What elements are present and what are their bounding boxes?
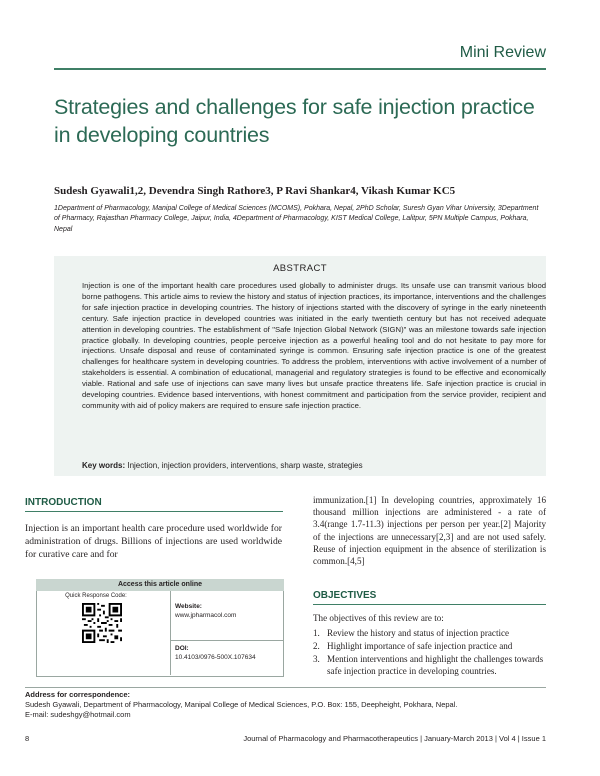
correspondence-heading: Address for correspondence: (25, 690, 131, 699)
qr-code-label: Quick Response Code: (65, 593, 127, 599)
affiliations: 1Department of Pharmacology, Manipal College of Medical Sciences (MCOMS), Pokhara, Nepal, 2PhD Scholar, Suresh Gyan Vihar University, 3Department of Pharmacy, Rajasthan Pharmacy College, Jaipur, India, 4Department of Pharmacology, KIST Medical College, Lalitpur, 5PN Multiple Campus, Pokhara, Nepal (54, 205, 539, 233)
objective-text: Highlight importance of safe injection practice and (327, 641, 513, 651)
keywords-list: Injection, injection providers, interventions, sharp waste, strategies (127, 461, 363, 470)
abstract-text: Injection is one of the important health care procedures used globally to administer drugs. Its unsafe use can transmit various blood borne pathogens. This article aims to review the history and status of injection practices, its importance, interventions and the challenges for safe injection practice in developing countries. The history of injections started with the discovery of syringe in the early nineteenth century. Safe injection practice in developed countries was initiated in the early twentieth century but has not received adequate attention in developing countries. The establishment of "Safe Injection Global Network (SIGN)" was an milestone towards safe injection practice globally. In developing countries, people perceive injection as a powerful healing tool and do not hesitate to pay more for injections. Unsafe disposal and reuse of contaminated syringe is common. Ensuring safe injection practice is one of the greatest challenges for healthcare system in developing countries. To address the problem, interventions with active involvement of a number of stakeholders is essential. A combination of educational, managerial and regulatory strategies is found to be effective and economically viable. Rational and safe use of injections can save many lives but unsafe practice threatens life. Safe injection practice is crucial in developing countries. Evidence based interventions, with honest commitment and participation from the service provider, recipient and community with aid of policy makers are required to ensure safe injection practice. (82, 281, 546, 410)
doi-rule (171, 640, 283, 641)
page-number: 8 (25, 734, 30, 743)
objective-item (313, 653, 546, 677)
keywords (82, 461, 546, 470)
doi-value: 10.4103/0976-500X.107634 (175, 654, 256, 661)
objectives-heading: OBJECTIVES (313, 590, 377, 601)
access-box-header: Access this article online (36, 579, 284, 591)
objective-number: 2. (313, 641, 320, 651)
journal-reference: Journal of Pharmacology and Pharmacotherapeutics | January-March 2013 | Vol 4 | Issue 1 (243, 734, 546, 743)
website-label: Website: (175, 603, 202, 610)
section-type-label: Mini Review (459, 44, 546, 61)
objective-number: 1. (313, 628, 320, 638)
introduction-continued-text: immunization.[1] In developing countries, approximately 16 thousand million injections are administered - a rate of 3.4(range 1.7-11.3) injections per person per year.[2] Majority of the injections are unnecessary[2,3] and are not used safely. Reuse of injection equipment in the absence of sterilization is common.[4,5] (313, 495, 546, 567)
website-link[interactable]: www.jpharmacol.com (175, 612, 237, 619)
correspondence-email[interactable]: E-mail: sudeshgy@hotmail.com (25, 710, 131, 719)
objective-item (313, 627, 546, 639)
objective-number: 3. (313, 654, 320, 664)
introduction-heading: INTRODUCTION (25, 497, 102, 508)
access-box-divider (170, 591, 171, 675)
qr-code (82, 603, 122, 643)
footer-rule (25, 687, 546, 688)
header-rule (54, 68, 546, 70)
objective-item (313, 640, 546, 652)
objective-text: Mention interventions and highlight the challenges towards safe injection practice in developing countries. (327, 654, 544, 676)
objectives-rule (313, 604, 546, 605)
introduction-text: Injection is an important health care procedure used worldwide for administration of drugs. Billions of injections are used worldwide for curative care and for (25, 523, 282, 561)
author-list: Sudesh Gyawali1,2, Devendra Singh Rathore3, P Ravi Shankar4, Vikash Kumar KC5 (54, 185, 456, 197)
introduction-rule (25, 511, 283, 512)
article-title: Strategies and challenges for safe injection practice in developing countries (54, 95, 535, 147)
objective-text: Review the history and status of injection practice (327, 628, 510, 638)
objectives-intro: The objectives of this review are to: (313, 613, 444, 623)
correspondence-address: Sudesh Gyawali, Department of Pharmacology, Manipal College of Medical Sciences, P.O. Box: 155, Deepheight, Pokhara, Nepal. (25, 700, 458, 709)
keywords-label: Key words: (82, 461, 126, 470)
abstract-heading: ABSTRACT (273, 263, 327, 274)
doi-label: DOI: (175, 645, 189, 652)
